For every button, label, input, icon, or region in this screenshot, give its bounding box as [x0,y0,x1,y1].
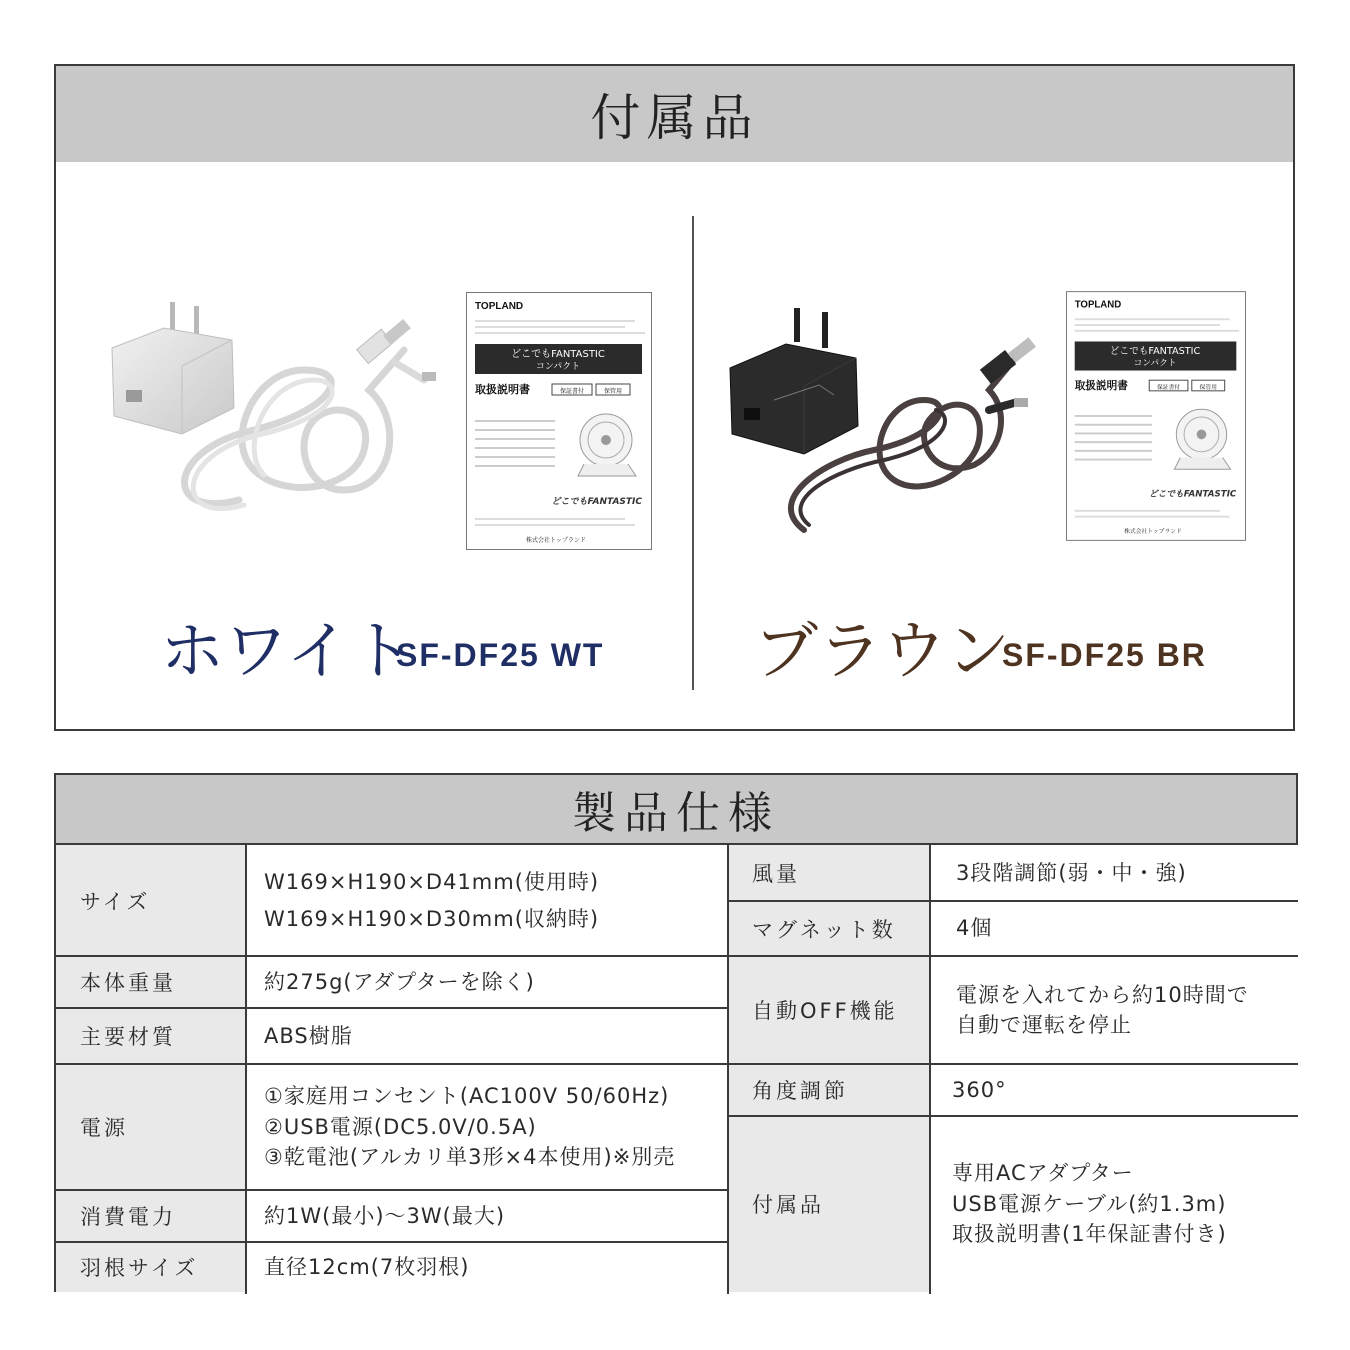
spec-value-angle: 360° [930,1064,1298,1116]
manual-brand: TOPLAND [475,301,524,312]
divider [692,216,694,690]
spec-value-magnets: 4個 [930,901,1298,956]
spec-key-angle: 角度調節 [728,1064,930,1116]
manual-badge-2: 保管用 [1199,384,1217,391]
brown-color-name: ブラウン [754,615,1010,689]
spec-key-consumption: 消費電力 [56,1190,246,1242]
spec-value-material: ABS樹脂 [246,1008,728,1064]
manual-badge-1: 保証書付 [1156,384,1181,391]
spec-key-auto-off: 自動OFF機能 [728,956,930,1064]
grid-line [728,900,1298,902]
manual-brand: TOPLAND [1074,299,1122,311]
spec-value-power-line3: ③乾電池(アルカリ単3形×4本使用)※別売 [264,1145,676,1170]
grid-line [728,1115,1298,1117]
spec-value-weight: 約275g(アダプターを除く) [246,956,728,1008]
spec-value-auto-off-line2: 自動で運転を停止 [956,1013,1132,1037]
accessories-title: 付属品 [56,66,1293,162]
grid-line [56,955,728,957]
spec-key-weight: 本体重量 [56,956,246,1008]
spec-value-consumption: 約1W(最小)～3W(最大) [246,1190,728,1242]
spec-key-magnets: マグネット数 [728,901,930,956]
manual-doc-title: 取扱説明書 [1074,378,1128,392]
spec-value-included-line3: 取扱説明書(1年保証書付き) [952,1222,1227,1247]
spec-value-included [930,1116,1298,1292]
manual-logo: どこでもFANTASTIC [1148,489,1237,500]
manual-product-title: どこでもFANTASTIC [1109,346,1201,358]
spec-value-included-line2: USB電源ケーブル(約1.3m) [952,1191,1227,1216]
spec-value-size [246,845,728,956]
spec-key-size: サイズ [56,845,246,956]
manual-product-subtitle: コンパクト [535,362,581,372]
spec-value-auto-off [930,956,1298,1064]
grid-line [728,955,1298,957]
spec-value-power-line1: ①家庭用コンセント(AC100V 50/60Hz) [264,1084,670,1109]
manual-doc-title: 取扱説明書 [475,383,530,396]
white-model-code: SF-DF25 WT [396,637,605,673]
grid-line [245,845,247,1294]
grid-line [728,1063,1298,1065]
grid-line [929,845,931,1294]
grid-line [56,1063,728,1065]
spec-key-airflow: 風量 [728,845,930,901]
grid-line [727,845,729,1294]
spec-value-size-line1: W169×H190×D41mm(使用時) [264,869,600,894]
brown-adapter-cable-image [724,300,1044,540]
manual-image-left [466,292,652,550]
grid-line [56,1189,728,1191]
spec-value-auto-off-line1: 電源を入れてから約10時間で [956,982,1249,1007]
spec-value-size-line2: W169×H190×D30mm(収納時) [264,906,600,931]
spec-key-power: 電源 [56,1064,246,1190]
brown-model-code: SF-DF25 BR [1002,637,1207,673]
grid-line [56,1241,728,1243]
manual-badge-2: 保管用 [603,388,623,395]
white-color-name: ホワイト [160,615,415,689]
grid-line [56,1007,728,1009]
spec-value-airflow: 3段階調節(弱・中・強) [930,845,1298,901]
manual-maker: 株式会社トップランド [526,537,586,544]
manual-maker: 株式会社トップランド [1124,529,1182,536]
white-adapter-cable-image [104,290,449,530]
spec-value-power [246,1064,728,1190]
spec-value-power-line2: ②USB電源(DC5.0V/0.5A) [264,1114,537,1139]
manual-image-right [1066,290,1246,542]
spec-key-blade: 羽根サイズ [56,1242,246,1292]
spec-title: 製品仕様 [56,775,1296,845]
spec-table [54,773,1298,1292]
manual-logo: どこでもFANTASTIC [551,497,642,507]
manual-product-title: どこでもFANTASTIC [511,349,605,360]
spec-key-material: 主要材質 [56,1008,246,1064]
spec-key-included: 付属品 [728,1116,930,1292]
manual-badge-1: 保証書付 [559,388,585,395]
spec-value-included-line1: 専用ACアダプター [952,1161,1134,1186]
spec-value-blade: 直径12cm(7枚羽根) [246,1242,728,1292]
manual-product-subtitle: コンパクト [1133,358,1177,369]
